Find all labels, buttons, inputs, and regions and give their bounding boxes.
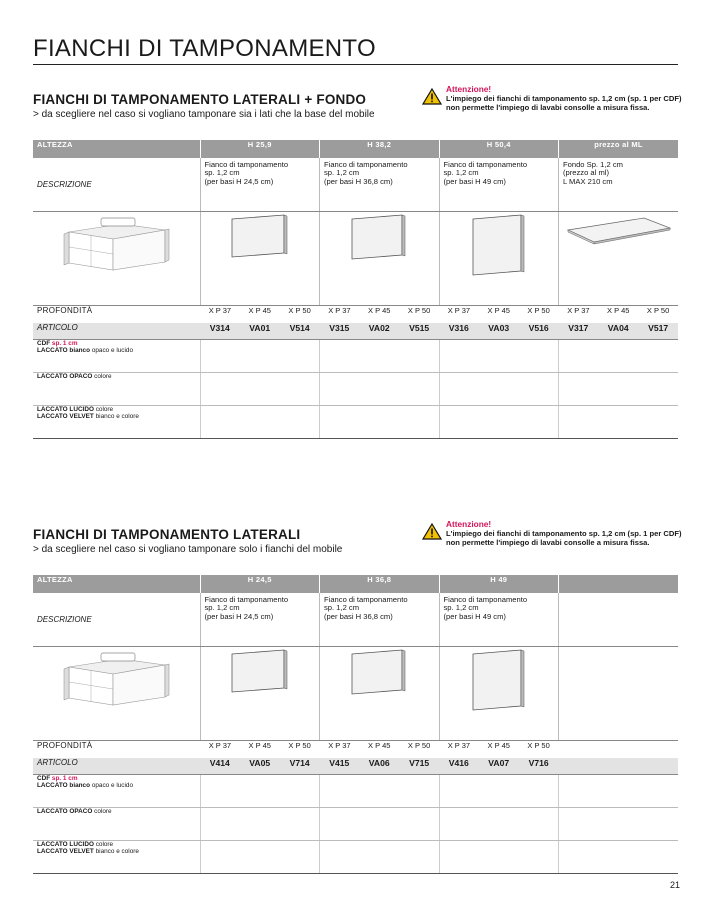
- description-line: sp. 1,2 cm: [443, 603, 479, 613]
- depth-row: [33, 741, 678, 759]
- price-cell: [320, 775, 440, 808]
- header-cell: H 25,9: [200, 140, 320, 158]
- page-number: 21: [669, 880, 680, 890]
- depth-cell: [439, 741, 559, 759]
- depth-value: X P 45: [248, 306, 271, 315]
- finish-name: LACCATO VELVET: [37, 413, 94, 420]
- article-cell: [200, 323, 320, 340]
- article-code: V716: [528, 758, 549, 768]
- price-cell: [439, 775, 559, 808]
- finish-name: LACCATO OPACO: [37, 373, 93, 380]
- depth-value: X P 50: [288, 306, 311, 315]
- spec-table: [33, 140, 678, 439]
- side-panel-illustration: [320, 212, 440, 306]
- description-cell: [320, 593, 440, 647]
- warning-text: L'impiego dei fianchi di tamponamento sp. 1,2 cm (sp. 1 per CDF) non permette l'impiego di lavabi consolle a misura fissa.: [446, 529, 682, 547]
- finish-name: LACCATO bianco: [37, 782, 91, 789]
- warning-title: Attenzione!: [446, 519, 492, 529]
- depth-value: X P 37: [328, 306, 351, 315]
- article-row: [33, 323, 678, 340]
- description-line: Fianco di tamponamento: [324, 595, 408, 604]
- description-line: sp. 1,2 cm: [204, 168, 240, 178]
- article-code: VA07: [488, 758, 510, 768]
- article-code: VA06: [368, 758, 390, 768]
- article-code: VA04: [607, 323, 629, 333]
- empty-cell: [559, 647, 679, 741]
- depth-value: X P 37: [567, 306, 590, 315]
- finish-row: [33, 373, 678, 406]
- description-cell: [200, 158, 320, 212]
- cabinet-illustration: [33, 647, 200, 741]
- price-cell: [320, 373, 440, 406]
- price-cell: [200, 808, 320, 841]
- depth-value: X P 37: [208, 306, 232, 315]
- description-line: (per basi H 49 cm): [443, 611, 506, 621]
- description-cell: [320, 158, 440, 212]
- title-rule: [33, 64, 678, 65]
- article-cell: [320, 758, 440, 775]
- price-cell: [559, 406, 679, 439]
- price-cell: [559, 373, 679, 406]
- finish-detail: colore: [94, 373, 112, 380]
- depth-value: X P 37: [447, 741, 471, 750]
- depth-label: PROFONDITÀ: [37, 741, 93, 750]
- article-row: [33, 758, 678, 775]
- finish-name: CDF: [37, 775, 51, 782]
- article-cell: [439, 758, 559, 775]
- finish-name: LACCATO LUCIDO: [37, 841, 94, 848]
- article-code: V415: [329, 758, 350, 768]
- side-panel-illustration: [200, 212, 320, 306]
- warning-box: [446, 85, 686, 112]
- depth-cell: [200, 306, 320, 324]
- article-code: V314: [209, 323, 230, 333]
- article-label: ARTICOLO: [33, 758, 200, 775]
- price-cell: [200, 373, 320, 406]
- description-row: [33, 593, 678, 647]
- price-cell: [200, 340, 320, 373]
- header-cell: ALTEZZA: [33, 575, 200, 593]
- depth-label: PROFONDITÀ: [37, 306, 93, 315]
- spec-table: [33, 575, 678, 874]
- finish-label: [33, 775, 200, 808]
- depth-value: X P 45: [368, 741, 391, 750]
- depth-value: X P 50: [288, 741, 311, 750]
- price-cell: [559, 775, 679, 808]
- article-cell: [559, 758, 679, 775]
- section-subheading: > da scegliere nel caso si vogliano tamponare solo i fianchi del mobile: [33, 544, 343, 555]
- finish-label: [33, 808, 200, 841]
- depth-value: X P 50: [407, 741, 431, 750]
- price-cell: [320, 841, 440, 874]
- depth-cell: [200, 741, 320, 759]
- description-line: (per basi H 36,8 cm): [324, 176, 393, 186]
- description-line: (per basi H 36,8 cm): [324, 611, 393, 621]
- finish-detail: bianco e colore: [95, 848, 139, 855]
- depth-cell: [439, 306, 559, 324]
- depth-value: X P 37: [208, 741, 232, 750]
- warning-icon: [422, 523, 442, 542]
- finish-name: CDF: [37, 340, 51, 347]
- section-heading: FIANCHI DI TAMPONAMENTO LATERALI + FONDO: [33, 92, 367, 107]
- header-cell: [559, 575, 679, 593]
- article-code: V516: [528, 323, 549, 333]
- price-cell: [320, 406, 440, 439]
- page-title: FIANCHI DI TAMPONAMENTO: [33, 35, 376, 62]
- finish-row: [33, 340, 678, 373]
- price-cell: [320, 808, 440, 841]
- depth-value: X P 50: [646, 306, 670, 315]
- header-cell: ALTEZZA: [33, 140, 200, 158]
- article-code: V414: [209, 758, 230, 768]
- price-cell: [439, 808, 559, 841]
- description-cell: [439, 593, 559, 647]
- article-code: V317: [568, 323, 589, 333]
- warning-box: [446, 520, 686, 547]
- description-cell: [439, 158, 559, 212]
- depth-value: X P 37: [328, 741, 351, 750]
- description-label: DESCRIZIONE: [33, 593, 200, 647]
- finish-label: [33, 340, 200, 373]
- article-cell: [200, 758, 320, 775]
- price-cell: [200, 406, 320, 439]
- description-row: [33, 158, 678, 212]
- description-line: (per basi H 24,5 cm): [204, 176, 274, 186]
- description-line: (per basi H 49 cm): [443, 176, 506, 186]
- depth-value: X P 45: [248, 741, 271, 750]
- finish-label: [33, 373, 200, 406]
- description-line: sp. 1,2 cm: [324, 168, 360, 178]
- description-line: (per basi H 24,5 cm): [204, 611, 274, 621]
- finish-row: [33, 841, 678, 874]
- warning-icon: [422, 88, 442, 107]
- price-cell: [559, 841, 679, 874]
- article-code: V514: [289, 323, 310, 333]
- header-cell: prezzo al ML: [559, 140, 679, 158]
- price-cell: [439, 406, 559, 439]
- section-subheading: > da scegliere nel caso si vogliano tamponare sia i lati che la base del mobile: [33, 109, 375, 120]
- finish-detail: sp. 1 cm: [51, 340, 78, 347]
- image-row: [33, 647, 678, 741]
- warning-title: Attenzione!: [446, 84, 492, 94]
- article-cell: [320, 323, 440, 340]
- depth-cell: [320, 306, 440, 324]
- finish-name: LACCATO bianco: [37, 347, 91, 354]
- depth-value: X P 45: [607, 306, 630, 315]
- article-code: VA03: [488, 323, 510, 333]
- description-line: sp. 1,2 cm: [443, 168, 479, 178]
- article-code: V515: [409, 323, 430, 333]
- finish-name: LACCATO VELVET: [37, 848, 94, 855]
- article-code: V416: [448, 758, 469, 768]
- finish-detail: colore: [94, 808, 112, 815]
- header-cell: H 50,4: [439, 140, 559, 158]
- depth-cell: [320, 741, 440, 759]
- section-heading: FIANCHI DI TAMPONAMENTO LATERALI: [33, 527, 301, 542]
- article-label: ARTICOLO: [33, 323, 200, 340]
- depth-cell: [559, 306, 679, 324]
- depth-value: X P 37: [447, 306, 471, 315]
- description-line: Fianco di tamponamento: [204, 595, 289, 604]
- price-cell: [200, 841, 320, 874]
- price-cell: [200, 775, 320, 808]
- side-panel-illustration: [200, 647, 320, 741]
- description-label: DESCRIZIONE: [33, 158, 200, 212]
- description-line: sp. 1,2 cm: [324, 603, 360, 613]
- description-line: L MAX 210 cm: [563, 176, 613, 186]
- finish-detail: sp. 1 cm: [51, 775, 78, 782]
- description-line: (prezzo al ml): [563, 168, 609, 178]
- depth-value: X P 45: [368, 306, 391, 315]
- depth-value: X P 50: [407, 306, 431, 315]
- depth-cell: [559, 741, 679, 759]
- description-cell: [559, 593, 679, 647]
- article-code: V715: [409, 758, 430, 768]
- finish-label: [33, 841, 200, 874]
- description-line: Fianco di tamponamento: [443, 595, 528, 604]
- depth-value: X P 45: [487, 741, 510, 750]
- finish-detail: bianco e colore: [95, 413, 139, 420]
- finish-name: LACCATO OPACO: [37, 808, 93, 815]
- article-code: V316: [448, 323, 469, 333]
- article-code: V315: [329, 323, 350, 333]
- side-panel-illustration: [320, 647, 440, 741]
- description-line: sp. 1,2 cm: [204, 603, 240, 613]
- header-cell: H 49: [439, 575, 559, 593]
- article-code: VA02: [368, 323, 390, 333]
- price-cell: [559, 808, 679, 841]
- description-cell: [200, 593, 320, 647]
- price-cell: [559, 340, 679, 373]
- cabinet-illustration: [33, 212, 200, 306]
- finish-detail: colore: [95, 841, 114, 848]
- warning-text: L'impiego dei fianchi di tamponamento sp. 1,2 cm (sp. 1 per CDF) non permette l'impiego di lavabi consolle a misura fissa.: [446, 94, 682, 112]
- description-line: Fianco di tamponamento: [443, 160, 528, 169]
- price-cell: [439, 373, 559, 406]
- article-cell: [559, 323, 679, 340]
- article-code: VA05: [249, 758, 271, 768]
- side-panel-illustration: [439, 212, 559, 306]
- image-row: [33, 212, 678, 306]
- price-cell: [439, 841, 559, 874]
- finish-name: LACCATO LUCIDO: [37, 406, 94, 413]
- depth-row: [33, 306, 678, 324]
- price-cell: [439, 340, 559, 373]
- depth-value: X P 50: [527, 306, 550, 315]
- article-code: V517: [648, 323, 669, 333]
- finish-row: [33, 808, 678, 841]
- description-cell: [559, 158, 679, 212]
- depth-value: X P 50: [527, 741, 550, 750]
- finish-detail: opaco e lucido: [91, 347, 134, 354]
- bottom-panel-illustration: [559, 212, 679, 306]
- description-line: Fianco di tamponamento: [324, 160, 408, 169]
- header-row: [33, 140, 678, 158]
- finish-label: [33, 406, 200, 439]
- description-line: Fondo Sp. 1,2 cm: [563, 160, 623, 169]
- article-code: VA01: [249, 323, 271, 333]
- header-cell: H 38,2: [320, 140, 440, 158]
- side-panel-illustration: [439, 647, 559, 741]
- header-cell: H 24,5: [200, 575, 320, 593]
- article-cell: [439, 323, 559, 340]
- finish-row: [33, 406, 678, 439]
- finish-detail: colore: [95, 406, 114, 413]
- article-code: V714: [289, 758, 310, 768]
- finish-detail: opaco e lucido: [91, 782, 134, 789]
- price-cell: [320, 340, 440, 373]
- description-line: Fianco di tamponamento: [204, 160, 289, 169]
- depth-value: X P 45: [487, 306, 510, 315]
- finish-row: [33, 775, 678, 808]
- header-row: [33, 575, 678, 593]
- header-cell: H 36,8: [320, 575, 440, 593]
